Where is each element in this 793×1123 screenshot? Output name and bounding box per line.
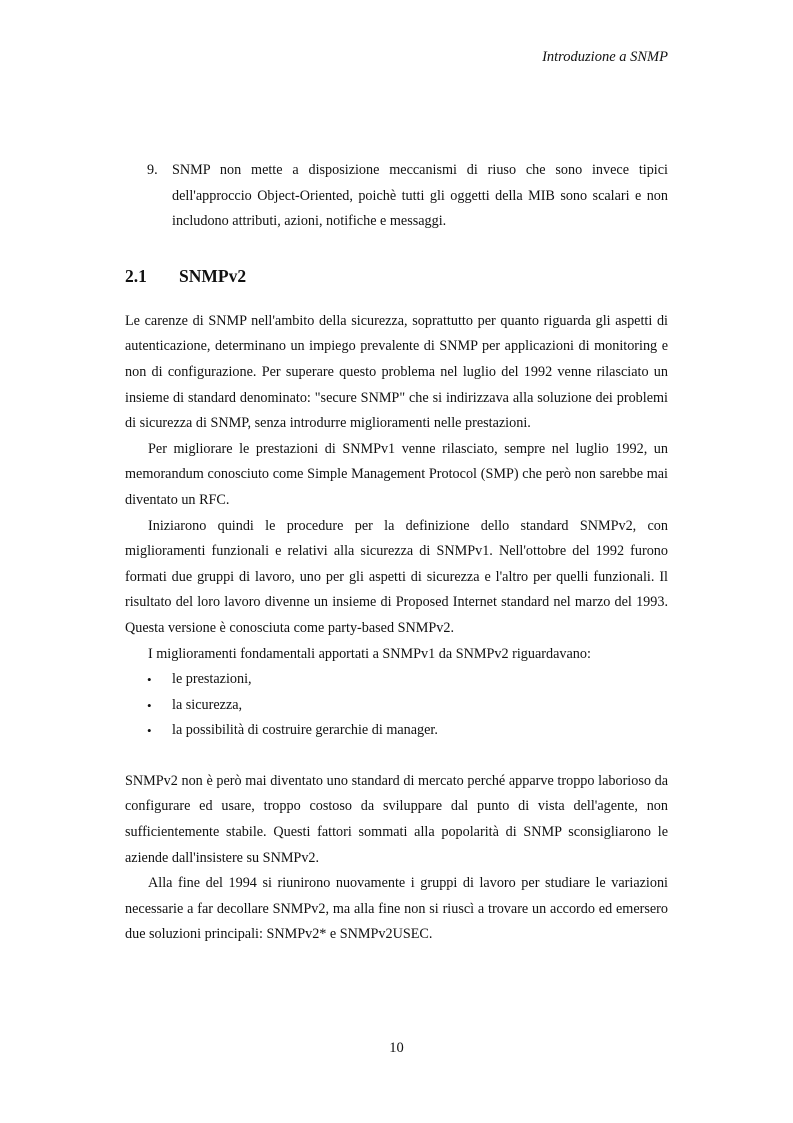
paragraph-3: Iniziarono quindi le procedure per la definizione dello standard SNMPv2, con miglioramenti funzionali e relativi alla sicurezza di SNMPv1. Nell'ottobre del 1992 furono formati due gruppi di lavoro, uno per gli aspetti di sicurezza e l'altro per quelli funzionali. Il risultato del loro lavoro divenne un insieme di Proposed Internet standard nel marzo del 1993. Questa versione è conosciuta come party-based SNMPv2.	[125, 517, 668, 636]
paragraph-2: Per migliorare le prestazioni di SNMPv1 venne rilasciato, sempre nel luglio 1992, un memorandum conosciuto come Simple Management Protocol (SMP) che però non sarebbe mai diventato un RFC.	[125, 440, 668, 508]
spacer	[125, 744, 668, 769]
page-number: 10	[389, 1040, 404, 1056]
bullet-list	[125, 667, 668, 744]
running-header: Introduzione a SNMP	[542, 49, 668, 65]
page-content	[125, 158, 668, 948]
bullet-item	[147, 693, 668, 719]
bullet-icon: •	[147, 723, 152, 739]
paragraph-1: Le carenze di SNMP nell'ambito della sicurezza, soprattutto per quanto riguarda gli aspetti di autenticazione, determinano un impiego prevalente di SNMP per applicazioni di monitoring e non di configurazione. Per superare questo problema nel luglio del 1992 venne rilasciato un insieme di standard denominato: "secure SNMP" che si indirizzava alla soluzione dei problemi di sicurezza di SNMP, senza introdurre miglioramenti nelle prestazioni.	[125, 312, 668, 432]
bullet-text: la possibilità di costruire gerarchie di manager.	[172, 722, 438, 739]
bullet-text: la sicurezza,	[172, 696, 243, 713]
bullet-icon: •	[147, 697, 152, 713]
section-title: SNMPv2	[179, 265, 247, 286]
bullet-item	[147, 667, 668, 693]
section-number: 2.1	[125, 265, 147, 286]
bullet-icon: •	[147, 672, 152, 688]
list-item-number: 9.	[147, 162, 158, 178]
bullet-text: le prestazioni,	[172, 671, 252, 688]
paragraph-4: I miglioramenti fondamentali apportati a SNMPv1 da SNMPv2 riguardavano:	[148, 645, 591, 662]
list-item-text: SNMP non mette a disposizione meccanismi di riuso che sono invece tipici dell'approccio Object-Oriented, poichè tutti gli oggetti della MIB sono scalari e non includono attributi, azioni, notifiche e messaggi.	[172, 162, 668, 230]
section-heading	[125, 264, 668, 288]
bullet-item	[147, 718, 668, 744]
paragraph-6: Alla fine del 1994 si riunirono nuovamente i gruppi di lavoro per studiare le variazioni necessarie a far decollare SNMPv2, ma alla fine non si riuscì a trovare un accordo ed emersero due soluzioni principali: SNMPv2* e SNMPv2USEC.	[125, 875, 668, 943]
numbered-list-item	[147, 158, 668, 235]
paragraph-5: SNMPv2 non è però mai diventato uno standard di mercato perché apparve troppo laborioso da configurare ed usare, troppo costoso da sviluppare dal punto di vista dell'agente, non sufficientemente stabile. Questi fattori sommati alla popolarità di SNMP sconsigliarono le aziende dall'insistere su SNMPv2.	[125, 772, 668, 866]
